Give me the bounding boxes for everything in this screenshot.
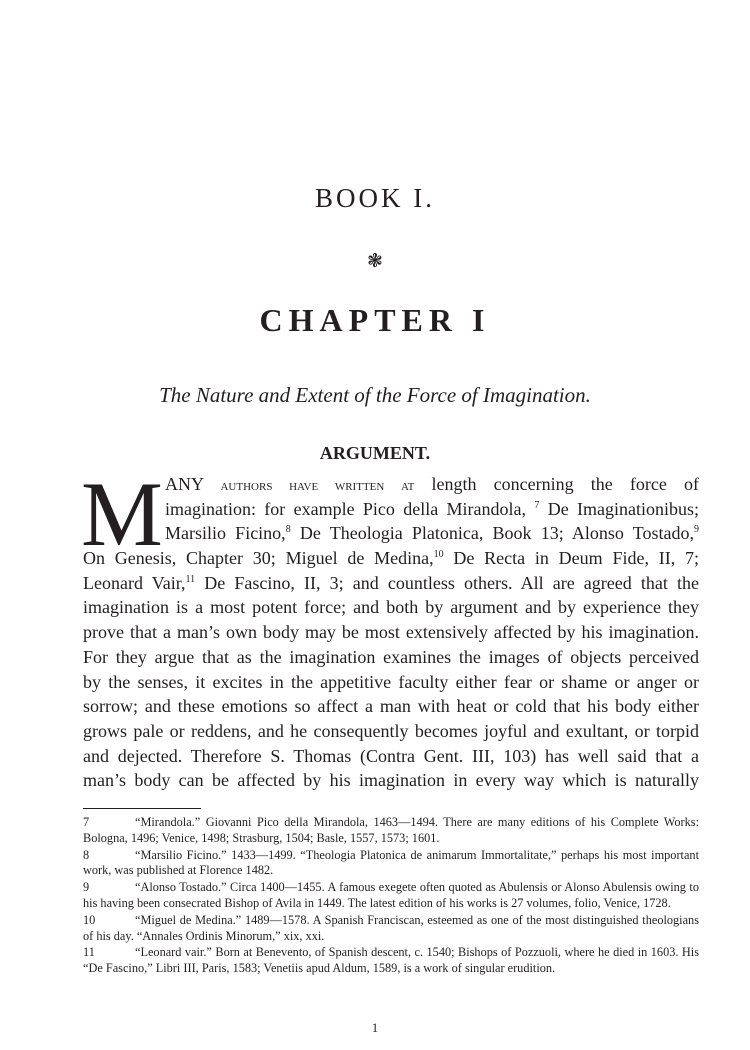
body-line: sorrow; and these emotions so affect a man with heat or cold that his body either [83, 696, 699, 717]
footnote-text: “Mirandola.” Giovanni Pico della Mirandola, 1463—1494. There are many editions of his Complete Works: Bologna, 1496; Venice, 1498; Strasburg, 1504; Basle, 1557, 1573; 1601. [83, 815, 699, 845]
ornament-icon: ❃ [367, 251, 383, 272]
book-title: BOOK I. [315, 183, 435, 213]
footnotes [83, 815, 699, 978]
footnote-divider [83, 808, 201, 809]
footnote [83, 815, 699, 847]
footnote-text: “Alonso Tostado.” Circa 1400—1455. A famous exegete often quoted as Abulensis or Alonso Abulensis owing to his having been consecrated Bishop of Avila in 1449. The latest edition of his works is 27 volumes, folio, Venice, 1728. [83, 880, 699, 910]
body-line: For they argue that as the imagination examines the images of objects perceived [83, 646, 699, 667]
footnote [83, 880, 699, 912]
footnote-number: 7 [83, 815, 90, 829]
chapter-title: CHAPTER I [259, 302, 491, 338]
body-line: by the senses, it excites in the appetitive faculty either fear or shame or anger or [83, 671, 699, 692]
footnote-number: 9 [83, 880, 90, 895]
footnote-number: 10 [83, 912, 96, 927]
body-line: imagination: for example Pico della Mirandola, $^7$ De Imaginationibus; [165, 498, 700, 519]
footnote-ref: 8 [285, 524, 291, 536]
body-line: On Genesis, Chapter 30; Miguel de Medina,$^{10}$ De Recta in Deum Fide, II, 7; [83, 548, 699, 569]
body-line: grows pale or reddens, and he consequently becomes joyful and exultant, or torpid [83, 720, 699, 741]
body-line: ANY authors have written at length concerning the force of [165, 474, 700, 494]
body-line: imagination is a most potent force; and both by argument and by experience they [83, 597, 699, 618]
footnote [83, 848, 699, 880]
footnote-ref: 7 [534, 499, 540, 511]
body-line: prove that a man’s own body may be most extensively affected by his imagination. [83, 622, 699, 643]
footnote-text: “Miguel de Medina.” 1489—1578. A Spanish Franciscan, esteemed as one of the most distinguished theologians of his day. “Annales Ordinis Minorum,” xix, xxi. [83, 912, 699, 943]
body-text [81, 463, 700, 793]
footnote-number: 8 [83, 847, 90, 862]
footnote-number: 11 [83, 945, 95, 960]
footnote [83, 913, 699, 945]
footnote [83, 945, 699, 977]
argument-heading: ARGUMENT. [319, 443, 431, 463]
footnote-ref: 11 [185, 573, 196, 585]
footnote-ref: 9 [694, 524, 700, 536]
body-line: and dejected. Therefore S. Thomas (Contra Gent. III, 103) has well said that a [83, 745, 699, 766]
footnote-text: “Leonard vair.” Born at Benevento, of Spanish descent, c. 1540; Bishops of Pozzuoli, where he died in 1603. His “De Fascino,” Libri III, Paris, 1583; Venetiis apud Aldum, 1589, is a work of singular erudition. [83, 945, 699, 976]
footnote-text: “Marsilio Ficino.” 1433—1499. “Theologia Platonica de animarum Immortalitate,” perhaps his most important work, was published at Florence 1482. [83, 847, 699, 878]
drop-cap: M [81, 463, 163, 565]
body-line: man’s body can be affected by his imagination in every way which is naturally [83, 770, 699, 791]
body-line: Leonard Vair,$^{11}$ De Fascino, II, 3; and countless others. All are agreed that the [83, 572, 699, 593]
chapter-subtitle: The Nature and Extent of the Force of Imagination. [159, 383, 591, 407]
footnote-ref: 10 [433, 549, 444, 561]
page-number: 1 [371, 1020, 379, 1035]
body-line: Marsilio Ficino,$^8$ De Theologia Platonica, Book 13; Alonso Tostado,$^9$ [165, 523, 700, 544]
